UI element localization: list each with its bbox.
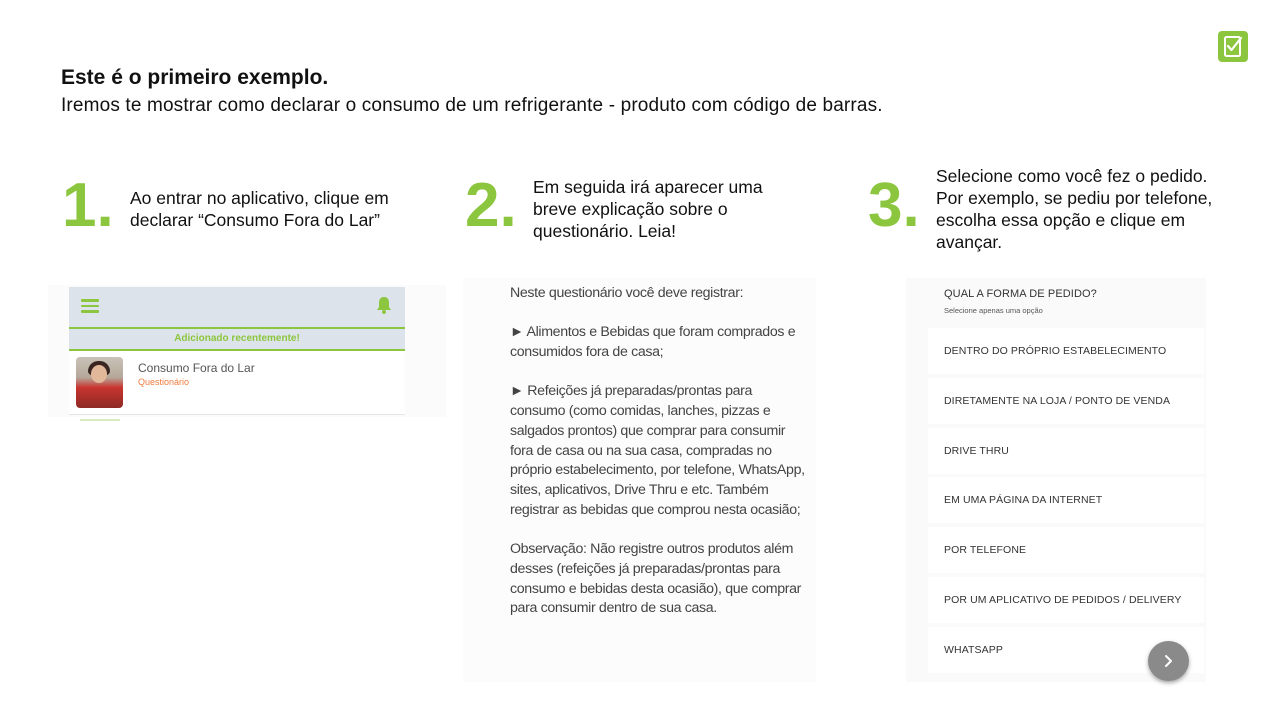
app-top-bar xyxy=(69,287,405,327)
hamburger-menu-icon[interactable] xyxy=(81,299,99,313)
question-hint: Selecione apenas uma opção xyxy=(944,306,1043,315)
explanation-note: Observação: Não registre outros produtos além desses (refeições já preparadas/prontas para consumo e bebidas desta ocasião), que comprar para consumir dentro de sua casa. xyxy=(510,541,802,617)
divider xyxy=(80,419,120,421)
option-whatsapp[interactable]: WHATSAPP xyxy=(928,627,1204,673)
explanation-intro: Neste questionário você deve registrar: xyxy=(510,285,744,301)
page-title: Este é o primeiro exemplo. xyxy=(61,66,329,89)
step-3-number: 3. xyxy=(868,171,920,240)
explanation-item-1: ► Alimentos e Bebidas que foram comprados e consumidos fora de casa; xyxy=(510,324,796,361)
explanation-item-2: ► Refeições já preparadas/prontas para consumo (como comidas, lanches, pizzas e salgados prontos) que comprar para consumir fora de casa ou na sua casa, compradas no próprio estabelecimento, por telefone, WhatsApp, sites, aplicativos, Drive Thru e etc. Também registrar as bebidas que comprou nesta ocasião; xyxy=(510,383,805,518)
option-pagina-internet[interactable]: EM UMA PÁGINA DA INTERNET xyxy=(928,477,1204,523)
question-title: QUAL A FORMA DE PEDIDO? xyxy=(944,288,1097,300)
explanation-text xyxy=(510,284,810,639)
bell-icon[interactable] xyxy=(375,295,393,315)
chevron-right-icon xyxy=(1161,653,1176,669)
item-subtitle: Questionário xyxy=(138,377,190,387)
app-home-screenshot xyxy=(48,285,446,417)
avatar xyxy=(76,357,123,408)
option-telefone[interactable]: POR TELEFONE xyxy=(928,527,1204,573)
step-1-number: 1. xyxy=(62,171,114,240)
step-1-text: Ao entrar no aplicativo, clique em declarar “Consumo Fora do Lar” xyxy=(130,188,389,230)
option-drive-thru[interactable]: DRIVE THRU xyxy=(928,428,1204,474)
explanation-screenshot xyxy=(463,278,816,682)
consumo-fora-do-lar-item[interactable] xyxy=(69,351,405,415)
recent-strip: Adicionado recentemente! xyxy=(69,327,405,351)
checklist-logo-icon xyxy=(1218,31,1248,62)
order-method-screenshot xyxy=(906,278,1206,682)
page-subtitle: Iremos te mostrar como declarar o consumo de um refrigerante - produto com código de barras. xyxy=(61,95,883,116)
step-2-text: Em seguida irá aparecer uma breve explicação sobre o questionário. Leia! xyxy=(533,177,763,241)
option-aplicativo-delivery[interactable]: POR UM APLICATIVO DE PEDIDOS / DELIVERY xyxy=(928,577,1204,623)
next-button[interactable] xyxy=(1148,641,1189,681)
step-2-number: 2. xyxy=(465,171,517,240)
option-dentro-estabelecimento[interactable]: DENTRO DO PRÓPRIO ESTABELECIMENTO xyxy=(928,328,1204,374)
step-3-text: Selecione como você fez o pedido. Por exemplo, se pediu por telefone, escolha essa opção e clique em avançar. xyxy=(936,166,1213,252)
item-title: Consumo Fora do Lar xyxy=(138,361,255,375)
option-diretamente-loja[interactable]: DIRETAMENTE NA LOJA / PONTO DE VENDA xyxy=(928,378,1204,424)
